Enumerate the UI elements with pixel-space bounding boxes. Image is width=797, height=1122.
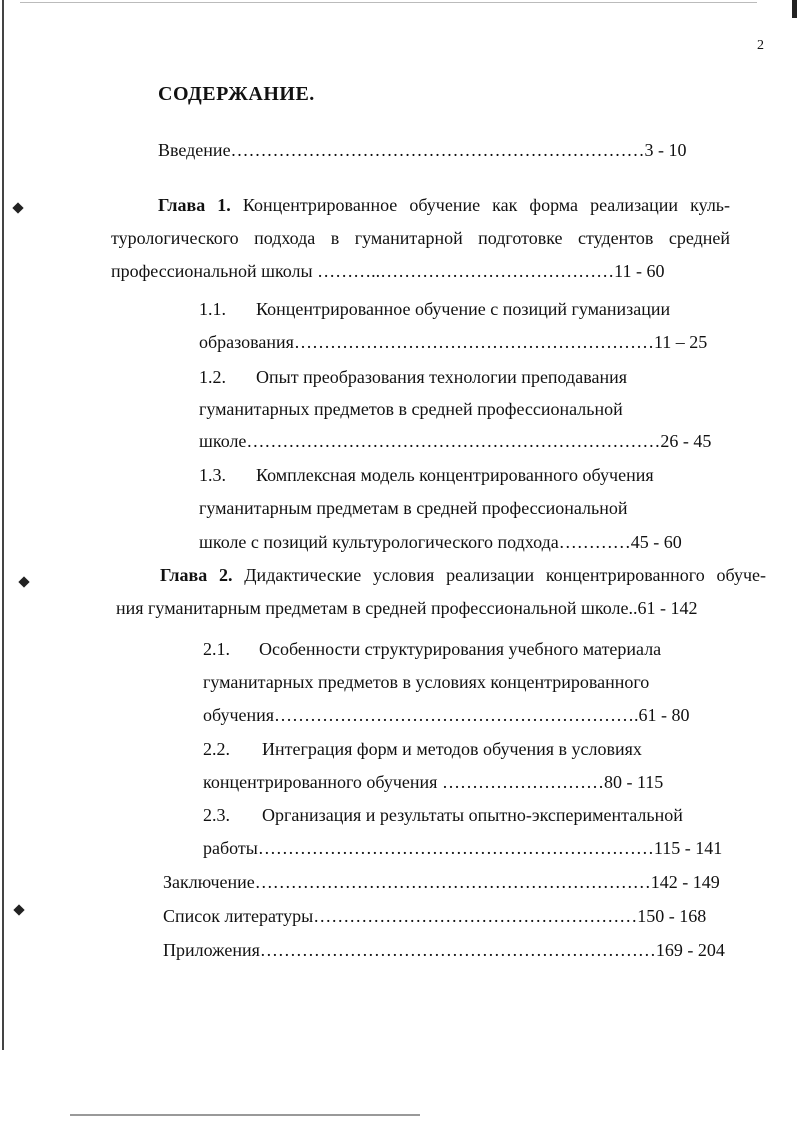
- toc-appendices: Приложения…………………………………………………………169 - 204: [163, 940, 725, 960]
- section-title-line: гуманитарных предметов в условиях концентрированного: [203, 672, 650, 692]
- chapter-label: Глава 1.: [158, 195, 231, 215]
- section-number: 2.2.: [203, 739, 230, 759]
- section-title-line: образования……………………………………………………11 – 25: [199, 332, 708, 352]
- punch-mark: [13, 904, 24, 915]
- section-title-line: Организация и результаты опытно-экспериментальной: [262, 805, 683, 825]
- section-title-line: Интеграция форм и методов обучения в условиях: [262, 739, 642, 759]
- section-title-line: гуманитарных предметов в средней профессиональной: [199, 399, 623, 419]
- page-title: СОДЕРЖАНИЕ.: [158, 83, 315, 105]
- section-number: 2.1.: [203, 639, 230, 659]
- punch-mark: [12, 202, 23, 213]
- section-title-line: обучения…………………………………………………….61 - 80: [203, 705, 690, 725]
- scan-edge-right: [792, 0, 797, 18]
- section-title-line: работы…………………………………………………………115 - 141: [203, 838, 723, 858]
- chapter-title-line: ния гуманитарным предметам в средней профессиональной школе..61 - 142: [116, 598, 698, 618]
- section-title-line: Концентрированное обучение с позиций гуманизации: [256, 299, 671, 319]
- section-title-line: школе с позиций культурологического подхода…………45 - 60: [199, 532, 682, 552]
- section-title-line: Комплексная модель концентрированного обучения: [256, 465, 654, 485]
- scan-edge-bottom: [70, 1114, 420, 1116]
- section-number: 1.2.: [199, 367, 226, 387]
- section-title-line: Особенности структурирования учебного материала: [259, 639, 662, 659]
- chapter-title-line: профессиональной школы ………..…………………………………11 - 60: [111, 261, 665, 281]
- scan-edge-top: [20, 2, 757, 3]
- section-number: 2.3.: [203, 805, 230, 825]
- chapter-title-line: Концентрированное обучение как форма реализации куль-: [242, 195, 730, 215]
- punch-mark: [18, 576, 29, 587]
- toc-chapter-1: [158, 196, 730, 214]
- toc-conclusion: Заключение…………………………………………………………142 - 149: [163, 872, 720, 892]
- section-title-line: школе……………………………………………………………26 - 45: [199, 431, 712, 451]
- section-title-line: гуманитарным предметам в средней профессиональной: [199, 498, 628, 518]
- chapter-title-line: турологического подхода в гуманитарной подготовке студентов средней: [111, 228, 730, 248]
- toc-introduction: Введение……………………………………………………………3 - 10: [158, 140, 687, 160]
- section-number: 1.3.: [199, 465, 226, 485]
- section-title-line: Опыт преобразования технологии преподавания: [256, 367, 627, 387]
- page-number: 2: [757, 38, 764, 53]
- section-title-line: концентрированного обучения ………………………80 - 115: [203, 772, 664, 792]
- scan-edge-left: [2, 0, 4, 1050]
- chapter-label: Глава 2.: [160, 565, 233, 585]
- section-number: 1.1.: [199, 299, 226, 319]
- toc-chapter-2: [160, 566, 766, 584]
- chapter-title-line: Дидактические условия реализации концентрированного обуче-: [244, 565, 766, 585]
- toc-bibliography: Список литературы………………………………………………150 - 168: [163, 906, 707, 926]
